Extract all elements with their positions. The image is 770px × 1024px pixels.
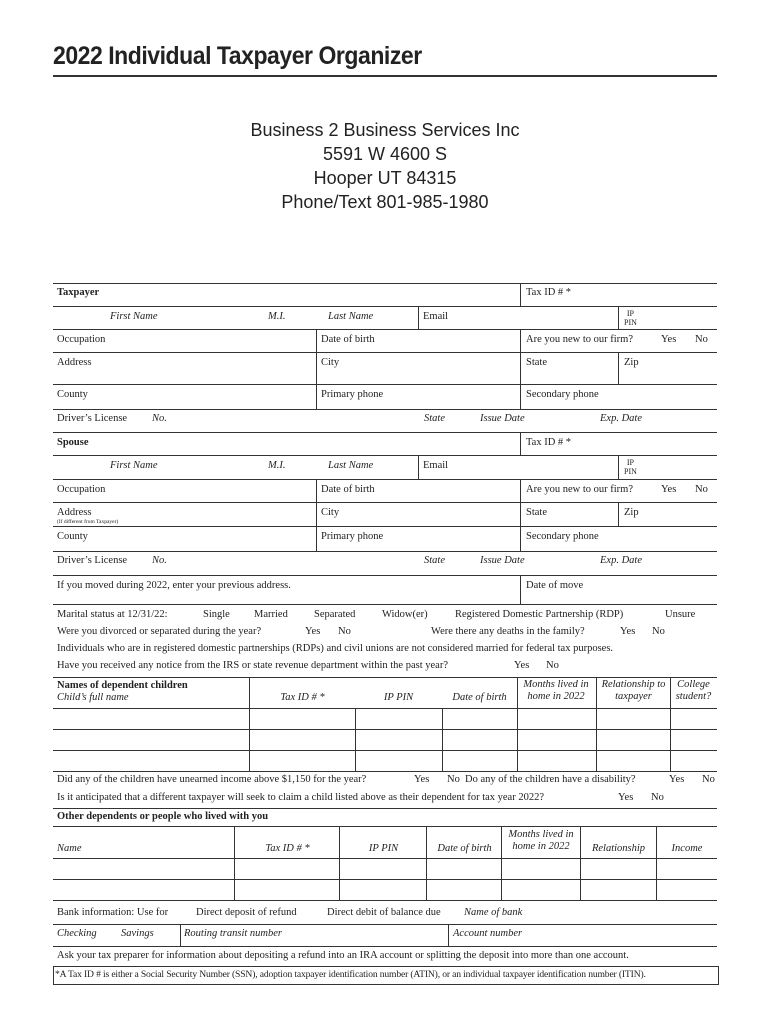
title-rule [53, 75, 717, 77]
taxpayer-heading: Taxpayer [57, 287, 100, 298]
spouse-city-field[interactable]: City [321, 507, 340, 518]
spouse-address-field[interactable]: Address [57, 507, 92, 518]
moved-address-field[interactable]: If you moved during 2022, enter your previous address. [57, 580, 291, 591]
spouse-zip-field[interactable]: Zip [624, 507, 639, 518]
taxpayer-dl-no-field[interactable]: No. [152, 413, 167, 424]
spouse-last-name-field[interactable]: Last Name [328, 460, 374, 471]
spouse-dl-no-field[interactable]: No. [152, 555, 167, 566]
spouse-primary-phone-field[interactable]: Primary phone [321, 531, 384, 542]
taxpayer-new-no-option[interactable]: No [695, 334, 708, 345]
dependent-row[interactable] [53, 729, 717, 730]
deaths-no-option[interactable]: No [652, 626, 665, 637]
dependents-col-ip-pin: IP PIN [383, 692, 414, 703]
spouse-email-field[interactable]: Email [423, 460, 449, 471]
taxpayer-email-field[interactable]: Email [423, 311, 449, 322]
other-dependent-row[interactable] [53, 879, 717, 880]
marital-separated-option[interactable]: Separated [314, 609, 356, 620]
claim-child-question: Is it anticipated that a different taxpayer will seek to claim a child listed above as their dependent for tax year 2022? [57, 792, 544, 803]
taxpayer-first-name-field[interactable]: First Name [110, 311, 158, 322]
taxpayer-ip-pin-field[interactable]: IP PIN [624, 309, 637, 327]
other-dependents-heading: Other dependents or people who lived with you [57, 811, 269, 822]
marital-married-option[interactable]: Married [254, 609, 288, 620]
spouse-first-name-field[interactable]: First Name [110, 460, 158, 471]
taxpayer-state-field[interactable]: State [526, 357, 547, 368]
taxpayer-dl-exp-field[interactable]: Exp. Date [600, 413, 642, 424]
spouse-dl-label: Driver’s License [57, 555, 128, 566]
spouse-new-to-firm-label: Are you new to our firm? [526, 484, 634, 495]
unearned-yes-option[interactable]: Yes [414, 774, 430, 785]
dependents-col-tax-id: Tax ID # * [280, 692, 325, 703]
claim-no-option[interactable]: No [651, 792, 664, 803]
spouse-new-no-option[interactable]: No [695, 484, 708, 495]
spouse-secondary-phone-field[interactable]: Secondary phone [526, 531, 599, 542]
taxpayer-mi-field[interactable]: M.I. [268, 311, 286, 322]
other-col-name: Name [57, 843, 82, 854]
spouse-dl-exp-field[interactable]: Exp. Date [600, 555, 642, 566]
spouse-dob-field[interactable]: Date of birth [321, 484, 375, 495]
tax-id-footnote: *A Tax ID # is either a Social Security Number (SSN), adoption taxpayer identification number (ATIN), or an individual taxpayer identification number (ITIN). [55, 969, 646, 980]
dependents-heading: Names of dependent children [57, 680, 188, 691]
marital-unsure-option[interactable]: Unsure [665, 609, 696, 620]
irs-yes-option[interactable]: Yes [514, 660, 530, 671]
other-col-ip-pin: IP PIN [368, 843, 399, 854]
taxpayer-dob-field[interactable]: Date of birth [321, 334, 375, 345]
spouse-heading: Spouse [57, 437, 89, 448]
taxpayer-county-field[interactable]: County [57, 389, 88, 400]
disability-question: Do any of the children have a disability? [465, 774, 636, 785]
divorced-no-option[interactable]: No [338, 626, 351, 637]
taxpayer-new-to-firm-label: Are you new to our firm? [526, 334, 634, 345]
taxpayer-city-field[interactable]: City [321, 357, 340, 368]
dependents-col-name: Child’s full name [57, 692, 129, 703]
direct-debit-option[interactable]: Direct debit of balance due [327, 907, 441, 918]
divorced-yes-option[interactable]: Yes [305, 626, 321, 637]
disability-yes-option[interactable]: Yes [669, 774, 685, 785]
taxpayer-last-name-field[interactable]: Last Name [328, 311, 374, 322]
ira-note: Ask your tax preparer for information about depositing a refund into an IRA account or splitting the deposit into more than one account. [57, 950, 629, 961]
business-name: Business 2 Business Services Inc [250, 120, 520, 140]
other-col-tax-id: Tax ID # * [265, 843, 310, 854]
taxpayer-occupation-field[interactable]: Occupation [57, 334, 106, 345]
taxpayer-new-yes-option[interactable]: Yes [661, 334, 677, 345]
taxpayer-dl-state-field[interactable]: State [424, 413, 445, 424]
spouse-dl-issue-field[interactable]: Issue Date [480, 555, 525, 566]
spouse-county-field[interactable]: County [57, 531, 88, 542]
deaths-question: Were there any deaths in the family? [431, 626, 585, 637]
dependents-col-college: College student? [675, 679, 712, 702]
bank-name-field[interactable]: Name of bank [464, 907, 523, 918]
marital-rdp-option[interactable]: Registered Domestic Partnership (RDP) [455, 609, 624, 620]
savings-option[interactable]: Savings [121, 928, 154, 939]
taxpayer-dl-label: Driver’s License [57, 413, 128, 424]
spouse-occupation-field[interactable]: Occupation [57, 484, 106, 495]
other-col-dob: Date of birth [437, 843, 492, 854]
taxpayer-zip-field[interactable]: Zip [624, 357, 639, 368]
marital-single-option[interactable]: Single [203, 609, 230, 620]
dependent-row[interactable] [53, 771, 717, 772]
spouse-tax-id-field[interactable]: Tax ID # * [526, 437, 572, 448]
spouse-dl-state-field[interactable]: State [424, 555, 445, 566]
rdp-note: Individuals who are in registered domestic partnerships (RDPs) and civil unions are not considered married for federal tax purposes. [57, 643, 614, 654]
business-phone: Phone/Text 801-985-1980 [281, 192, 489, 212]
deaths-yes-option[interactable]: Yes [620, 626, 636, 637]
taxpayer-tax-id-field[interactable]: Tax ID # * [526, 287, 572, 298]
irs-notice-question: Have you received any notice from the IRS or state revenue department within the past year? [57, 660, 448, 671]
dependent-row[interactable] [53, 750, 717, 751]
dependents-col-months: Months lived in home in 2022 [523, 679, 589, 702]
checking-option[interactable]: Checking [57, 928, 97, 939]
dependents-col-dob: Date of birth [452, 692, 507, 703]
business-address1: 5591 W 4600 S [322, 144, 448, 164]
spouse-ip-pin-field[interactable]: IP PIN [624, 458, 637, 476]
taxpayer-address-field[interactable]: Address [57, 357, 92, 368]
spouse-mi-field[interactable]: M.I. [268, 460, 286, 471]
claim-yes-option[interactable]: Yes [618, 792, 634, 803]
other-col-relationship: Relationship [591, 843, 646, 854]
bank-info-label: Bank information: Use for [57, 907, 169, 918]
taxpayer-secondary-phone-field[interactable]: Secondary phone [526, 389, 599, 400]
marital-status-label: Marital status at 12/31/22: [57, 609, 168, 620]
taxpayer-dl-issue-field[interactable]: Issue Date [480, 413, 525, 424]
unearned-income-question: Did any of the children have unearned income above $1,150 for the year? [57, 774, 367, 785]
spouse-new-yes-option[interactable]: Yes [661, 484, 677, 495]
business-address2: Hooper UT 84315 [313, 168, 457, 188]
dependents-col-relationship: Relationship to taxpayer [601, 679, 666, 702]
other-col-income: Income [671, 843, 703, 854]
spouse-state-field[interactable]: State [526, 507, 547, 518]
routing-number-field[interactable]: Routing transit number [184, 928, 283, 939]
account-number-field[interactable]: Account number [453, 928, 523, 939]
other-col-months: Months lived in home in 2022 [508, 829, 574, 852]
direct-deposit-option[interactable]: Direct deposit of refund [196, 907, 297, 918]
taxpayer-primary-phone-field[interactable]: Primary phone [321, 389, 384, 400]
spouse-address-note: (If different from Taxpayer) [57, 519, 119, 525]
date-of-move-field[interactable]: Date of move [526, 580, 584, 591]
divorced-question: Were you divorced or separated during the year? [57, 626, 262, 637]
irs-no-option[interactable]: No [546, 660, 559, 671]
page-title: 2022 Individual Taxpayer Organizer [53, 42, 422, 70]
disability-no-option[interactable]: No [702, 774, 715, 785]
unearned-no-option[interactable]: No [447, 774, 460, 785]
other-dependent-row[interactable] [53, 900, 717, 901]
marital-widow-option[interactable]: Widow(er) [382, 609, 428, 620]
